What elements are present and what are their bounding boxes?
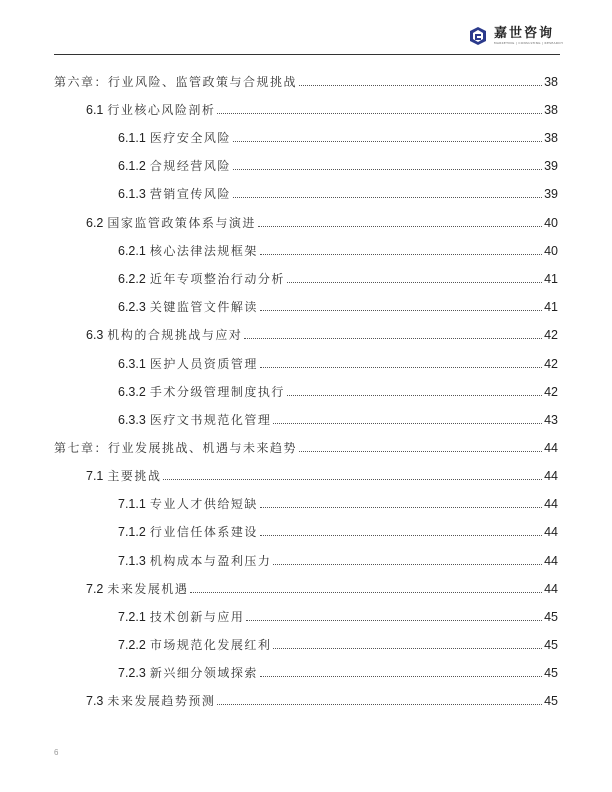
toc-entry-page: 39 — [544, 187, 558, 201]
dot-leader — [260, 367, 542, 368]
toc-entry-page: 44 — [544, 554, 558, 568]
dot-leader — [273, 648, 542, 649]
dot-leader — [217, 704, 542, 705]
toc-entry[interactable] — [118, 128, 558, 148]
toc-entry-title: 未来发展趋势预测 — [107, 694, 216, 708]
dot-leader — [246, 620, 542, 621]
toc-entry-number: 6.3 — [86, 328, 104, 342]
toc-entry-number: 7.2 — [86, 582, 104, 596]
toc-entry-title: 医护人员资质管理 — [149, 357, 258, 371]
toc-entry[interactable] — [118, 156, 558, 176]
toc-entry-page: 44 — [544, 441, 558, 455]
logo-mark-icon — [468, 26, 488, 46]
toc-entry[interactable] — [86, 100, 558, 120]
toc-entry-page: 44 — [544, 582, 558, 596]
toc-entry-page: 45 — [544, 694, 558, 708]
toc-entry-page: 44 — [544, 497, 558, 511]
toc-entry[interactable] — [86, 691, 558, 711]
toc-entry-number: 6.3.2 — [118, 385, 146, 399]
toc-entry-title: 核心法律法规框架 — [149, 244, 258, 258]
toc-entry-number: 7.2.3 — [118, 666, 146, 680]
header-divider — [54, 54, 560, 55]
toc-entry-title: 机构成本与盈利压力 — [149, 554, 272, 568]
toc-entry[interactable] — [86, 466, 558, 486]
toc-entry-page: 40 — [544, 244, 558, 258]
toc-entry-title: 医疗文书规范化管理 — [149, 413, 272, 427]
dot-leader — [299, 451, 542, 452]
toc-entry[interactable] — [118, 494, 558, 514]
toc-entry-title: 新兴细分领域探索 — [149, 666, 258, 680]
logo-text: 嘉世咨询 — [494, 26, 555, 41]
dot-leader — [233, 197, 542, 198]
toc-entry-page: 41 — [544, 300, 558, 314]
toc-entry-page: 42 — [544, 385, 558, 399]
toc-entry[interactable] — [118, 410, 558, 430]
toc-entry[interactable] — [118, 551, 558, 571]
toc-entry[interactable] — [118, 382, 558, 402]
toc-entry-number: 6.1.2 — [118, 159, 146, 173]
toc-entry-title: 国家监管政策体系与演进 — [107, 216, 256, 230]
dot-leader — [260, 310, 542, 311]
dot-leader — [273, 564, 542, 565]
dot-leader — [217, 113, 542, 114]
toc-entry[interactable] — [118, 297, 558, 317]
toc-entry-number: 6.3.1 — [118, 357, 146, 371]
toc-entry[interactable] — [118, 241, 558, 261]
toc-entry[interactable] — [54, 438, 558, 458]
dot-leader — [299, 85, 542, 86]
toc-entry-title: 市场规范化发展红利 — [149, 638, 272, 652]
toc-entry-page: 45 — [544, 638, 558, 652]
toc-entry-number: 7.1.2 — [118, 525, 146, 539]
toc-entry-page: 42 — [544, 357, 558, 371]
toc-entry-title: 医疗安全风险 — [149, 131, 231, 145]
toc-entry[interactable] — [118, 607, 558, 627]
dot-leader — [287, 395, 542, 396]
toc-entry-number: 7.1 — [86, 469, 104, 483]
toc-entry-number: 7.2.2 — [118, 638, 146, 652]
toc-entry-title: 合规经营风险 — [149, 159, 231, 173]
dot-leader — [287, 282, 542, 283]
toc-entry-title: 机构的合规挑战与应对 — [107, 328, 243, 342]
toc-entry-title: 近年专项整治行动分析 — [149, 272, 285, 286]
toc-entry-page: 45 — [544, 666, 558, 680]
toc-entry-page: 38 — [544, 103, 558, 117]
toc-entry-title: 行业信任体系建设 — [149, 525, 258, 539]
toc-entry[interactable] — [118, 269, 558, 289]
toc-entry[interactable] — [118, 635, 558, 655]
toc-entry-number: 7.3 — [86, 694, 104, 708]
dot-leader — [260, 676, 542, 677]
toc-entry-number: 6.3.3 — [118, 413, 146, 427]
toc-entry-number: 6.2.1 — [118, 244, 146, 258]
toc-entry-number: 6.2.2 — [118, 272, 146, 286]
toc-entry-title: 技术创新与应用 — [149, 610, 245, 624]
toc-entry-title: 第七章：行业发展挑战、机遇与未来趋势 — [54, 441, 298, 455]
toc-entry-page: 38 — [544, 131, 558, 145]
logo-subtext: MARKETING | CONSULTING | RESEARCH — [494, 41, 564, 45]
toc-entry-number: 6.2 — [86, 216, 104, 230]
toc-entry-page: 38 — [544, 75, 558, 89]
dot-leader — [233, 169, 542, 170]
toc-entry-number: 7.1.1 — [118, 497, 146, 511]
dot-leader — [244, 338, 542, 339]
company-logo — [468, 23, 563, 49]
toc-entry-page: 43 — [544, 413, 558, 427]
toc-entry[interactable] — [118, 663, 558, 683]
toc-entry-title: 关键监管文件解读 — [149, 300, 258, 314]
toc-entry-number: 6.2.3 — [118, 300, 146, 314]
toc-entry[interactable] — [118, 184, 558, 204]
toc-entry-number: 6.1 — [86, 103, 104, 117]
toc-entry[interactable] — [54, 72, 558, 92]
toc-entry-page: 41 — [544, 272, 558, 286]
dot-leader — [260, 507, 542, 508]
toc-entry[interactable] — [118, 354, 558, 374]
toc-entry-page: 42 — [544, 328, 558, 342]
toc-entry-number: 6.1.3 — [118, 187, 146, 201]
toc-entry-title: 第六章：行业风险、监管政策与合规挑战 — [54, 75, 298, 89]
dot-leader — [260, 535, 542, 536]
toc-entry-title: 行业核心风险剖析 — [107, 103, 216, 117]
toc-entry-title: 营销宣传风险 — [149, 187, 231, 201]
toc-entry[interactable] — [118, 522, 558, 542]
toc-entry-page: 44 — [544, 525, 558, 539]
dot-leader — [260, 254, 542, 255]
toc-entry-page: 44 — [544, 469, 558, 483]
toc-entry-number: 6.1.1 — [118, 131, 146, 145]
dot-leader — [258, 226, 542, 227]
toc-entry-number: 7.1.3 — [118, 554, 146, 568]
toc-entry-title: 未来发展机遇 — [107, 582, 189, 596]
page-number: 6 — [54, 748, 59, 757]
toc-entry-title: 手术分级管理制度执行 — [149, 385, 285, 399]
toc-entry[interactable] — [86, 579, 558, 599]
dot-leader — [163, 479, 542, 480]
toc-entry-page: 39 — [544, 159, 558, 173]
toc-entry-title: 专业人才供给短缺 — [149, 497, 258, 511]
dot-leader — [273, 423, 542, 424]
dot-leader — [190, 592, 542, 593]
toc-entry[interactable] — [86, 325, 558, 345]
toc-entry-title: 主要挑战 — [107, 469, 162, 483]
toc-entry-page: 40 — [544, 216, 558, 230]
toc-entry-number: 7.2.1 — [118, 610, 146, 624]
toc-entry-page: 45 — [544, 610, 558, 624]
dot-leader — [233, 141, 542, 142]
toc-entry[interactable] — [86, 213, 558, 233]
